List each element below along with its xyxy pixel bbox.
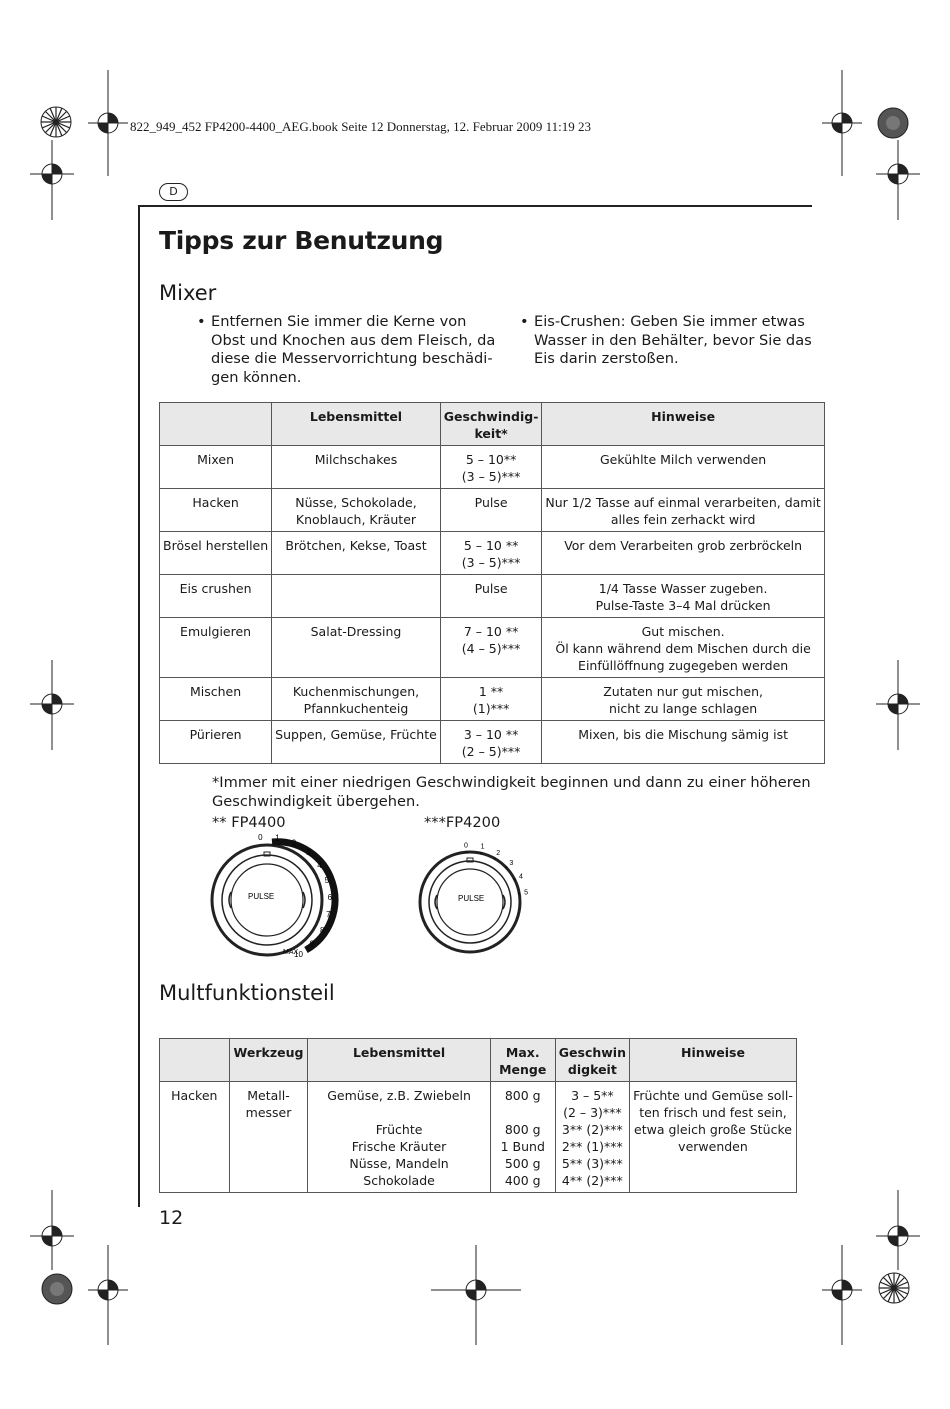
mixer-bullet-1 (197, 313, 496, 393)
speed-dial-fp4400 (205, 832, 345, 966)
dial-scale-number: 4 (518, 873, 523, 881)
dial-scale-number: 10 (294, 950, 303, 960)
crosshair-mark-side-right-bottom (876, 1190, 920, 1270)
dial-scale-dot (505, 866, 507, 868)
table-cell: Hacken (160, 1082, 230, 1193)
header-cell (160, 1039, 230, 1082)
dial-scale-number: 2 (496, 849, 501, 857)
table-header-row (160, 403, 825, 446)
crosshair-mark-mid-left (30, 660, 74, 750)
table-cell: Früchte und Gemüse soll- ten frisch und fest sein, etwa gleich große Stücke verwenden (629, 1082, 796, 1193)
table-cell: Gemüse, z.B. Zwiebeln Früchte Frische Kräuter Nüsse, Mandeln Schokolade (308, 1082, 490, 1193)
table-cell: Kuchenmischungen, Pfannkuchenteig (272, 678, 441, 721)
table-cell: Milchschakes (272, 446, 441, 489)
dial-scale-dot (494, 857, 496, 859)
dial-scale-number: 5 (524, 889, 529, 897)
dial-scale-number: 2 (291, 838, 297, 848)
table-cell: Pulse (440, 489, 542, 532)
table-cell: Suppen, Gemüse, Früchte (272, 721, 441, 764)
table-row (160, 678, 825, 721)
dial-scale-number: 8 (319, 926, 325, 935)
dial-scale-number: 0 (258, 833, 263, 842)
header-cell: Max. Menge (490, 1039, 555, 1082)
table-cell: Nüsse, Schokolade, Knoblauch, Kräuter (272, 489, 441, 532)
color-mark-bottom-left (40, 1272, 74, 1306)
crosshair-mark-bottom-center (431, 1245, 521, 1345)
crosshair-mark-bottom-right (822, 1245, 862, 1345)
crosshair-mark-side-left-bottom (30, 1190, 74, 1270)
table-cell: 5 – 10** (3 – 5)*** (440, 446, 542, 489)
speed-dial-fp4200 (418, 837, 538, 966)
crosshair-mark-bottom-left (88, 1245, 128, 1345)
table-cell: Eis crushen (160, 575, 272, 618)
table-cell: Emulgieren (160, 618, 272, 678)
dial-scale-number: 4 (317, 860, 322, 870)
table-row (160, 489, 825, 532)
registration-mark-bottom-right (876, 1266, 912, 1310)
table-cell: Metall- messer (229, 1082, 308, 1193)
crosshair-mark-top-right (822, 70, 862, 176)
table-row (160, 721, 825, 764)
table-cell: 3 – 5** (2 – 3)*** 3** (2)*** 2** (1)*** 5** (3)*** 4** (2)*** (555, 1082, 629, 1193)
header-cell: Werkzeug (229, 1039, 308, 1082)
page-number: 12 (159, 1207, 184, 1229)
dial-scale-dot (513, 878, 515, 880)
color-mark-top-right (876, 106, 910, 140)
dial-scale-dot (465, 851, 467, 853)
table-cell: Brötchen, Kekse, Toast (272, 532, 441, 575)
mixer-section-title: Mixer (159, 281, 217, 305)
mixer-table (159, 402, 825, 764)
dial-scale-number: 6 (327, 893, 333, 902)
header-cell: Lebensmittel (272, 403, 441, 446)
bullet-text: Eis-Crushen: Geben Sie immer etwas Wasser in den Behälter, bevor Sie das Eis darin zerstoßen. (534, 313, 812, 367)
dial-label-fp4200: ***FP4200 (424, 814, 501, 831)
pulse-button-label: PULSE (458, 894, 485, 903)
language-badge: D (159, 183, 188, 201)
table-cell: Vor dem Verarbeiten grob zerbröckeln (542, 532, 824, 575)
dial-scale-dot (518, 892, 520, 894)
table-cell: Brösel herstellen (160, 532, 272, 575)
table-row (160, 618, 825, 678)
table-cell: Gekühlte Milch verwenden (542, 446, 824, 489)
side-rule (138, 205, 140, 1207)
dial-scale-number: 0 (464, 842, 468, 850)
header-cell: Hinweise (629, 1039, 796, 1082)
header-cell: Lebensmittel (308, 1039, 490, 1082)
table-cell (272, 575, 441, 618)
table-cell: Zutaten nur gut mischen, nicht zu lange schlagen (542, 678, 824, 721)
bullet-symbol: • (197, 313, 206, 330)
speed-footnote: *Immer mit einer niedrigen Geschwindigkeit beginnen und dann zu einer höheren Geschwindigkeit übergehen. (212, 774, 811, 810)
crosshair-mark-top-left (88, 70, 128, 176)
table-cell: 800 g 800 g 1 Bund 500 g 400 g (490, 1082, 555, 1193)
dial-scale-number: 3 (509, 860, 514, 867)
header-cell: Geschwin digkeit (555, 1039, 629, 1082)
registration-mark-top-left (38, 98, 74, 146)
dial-scale-number: 3 (305, 848, 311, 857)
table-row (160, 1082, 797, 1193)
table-cell: 3 – 10 ** (2 – 5)*** (440, 721, 542, 764)
table-cell: Pürieren (160, 721, 272, 764)
dial-scale-number: 1 (275, 833, 280, 843)
top-rule (138, 205, 812, 207)
table-cell: Pulse (440, 575, 542, 618)
table-cell: 5 – 10 ** (3 – 5)*** (440, 532, 542, 575)
dial-scale-dot (480, 852, 482, 854)
table-row (160, 532, 825, 575)
max-label: MAX (283, 949, 299, 956)
table-cell: Mixen (160, 446, 272, 489)
table-cell: 7 – 10 ** (4 – 5)*** (440, 618, 542, 678)
table-row (160, 575, 825, 618)
table-cell: 1 ** (1)*** (440, 678, 542, 721)
header-cell: Geschwindig- keit* (440, 403, 542, 446)
pulse-button-label: PULSE (248, 892, 275, 901)
table-cell: Mischen (160, 678, 272, 721)
table-header-row (160, 1039, 797, 1082)
multifunktion-table (159, 1038, 797, 1193)
table-cell: Gut mischen. Öl kann während dem Mischen durch die Einfüllöffnung zugegeben werden (542, 618, 824, 678)
dial-scale-number: 7 (326, 910, 331, 920)
table-cell: Hacken (160, 489, 272, 532)
multifunktion-section-title: Multfunktionsteil (159, 981, 335, 1005)
crosshair-mark-side-right-top (876, 140, 920, 220)
table-cell: Nur 1/2 Tasse auf einmal verarbeiten, damit alles fein zerhackt wird (542, 489, 824, 532)
crosshair-mark-mid-right (876, 660, 920, 750)
bullet-symbol: • (520, 313, 529, 330)
table-cell: 1/4 Tasse Wasser zugeben. Pulse-Taste 3–4 Mal drücken (542, 575, 824, 618)
mixer-bullet-2 (520, 313, 810, 373)
dial-label-fp4400: ** FP4400 (212, 814, 286, 831)
dial-scale-number: 9 (309, 939, 315, 949)
table-cell: Salat-Dressing (272, 618, 441, 678)
header-cell (160, 403, 272, 446)
page-title: Tipps zur Benutzung (159, 226, 444, 255)
table-cell: Mixen, bis die Mischung sämig ist (542, 721, 824, 764)
crosshair-mark-side-left-top (30, 140, 74, 220)
table-row (160, 446, 825, 489)
bullet-text: Entfernen Sie immer die Kerne von Obst und Knochen aus dem Fleisch, da diese die Messervorrichtung beschädi- gen können. (211, 313, 496, 386)
print-file-header: 822_949_452 FP4200-4400_AEG.book Seite 12 Donnerstag, 12. Februar 2009 11:19 23 (130, 119, 591, 134)
dial-scale-number: 1 (480, 843, 485, 851)
header-cell: Hinweise (542, 403, 824, 446)
dial-scale-number: 5 (324, 876, 330, 886)
